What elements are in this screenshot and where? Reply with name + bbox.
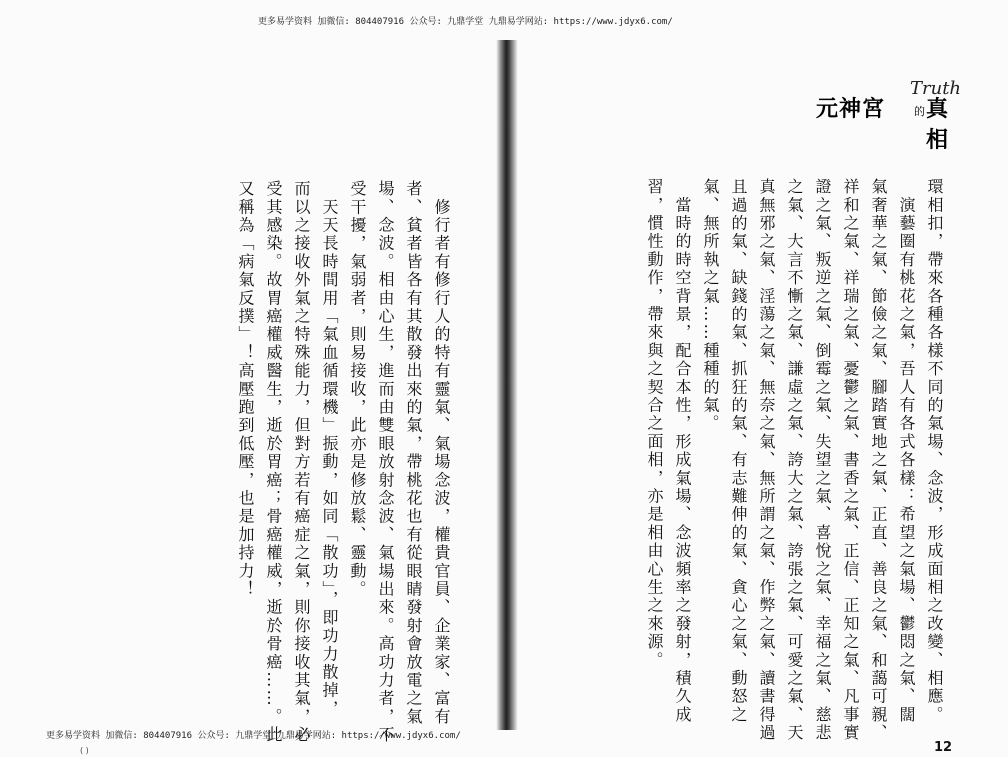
text-column: 習，慣性動作，帶來與之契合之面相，亦是相由心生之來源。 <box>645 178 664 670</box>
text-column: 修行者有修行人的特有靈氣、氣場念波，權貴官員、企業家、富有 <box>432 180 451 726</box>
text-column: 證之氣、叛逆之氣、倒霉之氣、失望之氣、喜悅之氣、幸福之氣、慈悲 <box>813 178 832 743</box>
text-column: 演藝圈有桃花之氣，吾人有各式各樣：希望之氣場、鬱悶之氣、闊 <box>897 178 916 724</box>
page-number: 12 <box>934 740 953 755</box>
header-title-part1: 元神宮 <box>816 97 886 122</box>
text-column: 祥和之氣、祥瑞之氣、憂鬱之氣、書香之氣、正信、正知之氣、凡事實 <box>841 178 860 743</box>
text-column: 環相扣，帶來各種各樣不同的氣場、念波，形成面相之改變、相應。 <box>925 178 944 724</box>
left-page-mark: ( ) <box>80 746 89 755</box>
right-page-body <box>645 178 948 743</box>
running-header <box>810 78 962 153</box>
text-column: 而以之接收外氣之特殊能力，但對方若有癌症之氣，則你接收其氣，必 <box>292 180 311 745</box>
text-column: 者、貧者皆各有其散發出來的氣，帶桃花也有從眼睛發射會放電之氣 <box>404 180 423 726</box>
text-column: 真無邪之氣、淫蕩之氣、無奈之氣、無所謂之氣、作弊之氣、讀書得過 <box>757 178 776 743</box>
text-column: 氣奢華之氣、節儉之氣、腳踏實地之氣、正直、善良之氣、和藹可親、 <box>869 178 888 743</box>
text-column: 受其感染。故胃癌權威醫生，逝於胃癌；骨癌權威，逝於骨癌……。此 <box>264 180 283 745</box>
watermark-top: 更多易学资料 加微信: 804407916 公众号: 九鼎学堂 九鼎易学网站: https://www.jdyx6.com/ <box>258 17 673 27</box>
text-column: 又稱為「病氣反撲」！高壓跑到低壓，也是加持力！ <box>236 180 255 599</box>
header-title-particle: 的 <box>914 105 925 118</box>
text-column: 氣、無所執之氣……種種的氣。 <box>701 178 720 433</box>
text-column: 場、念波。相由心生，進而由雙眼放射念波、氣場出來。高功力者，不 <box>376 180 395 745</box>
book-spine-shadow <box>496 40 518 730</box>
watermark-bottom: 更多易学资料 加微信: 804407916 公众号: 九鼎学堂 九鼎易学网站: https://www.jdyx6.com/ <box>46 731 461 741</box>
text-column: 天天長時間用「氣血循環機」振動，如同「散功」，即功力散掉， <box>320 180 339 718</box>
text-column: 且過的氣、缺錢的氣、抓狂的氣、有志難伸的氣、貪心之氣、動怒之 <box>729 178 748 724</box>
text-column: 當時的時空背景，配合本性，形成氣場、念波頻率之發射，積久成 <box>673 178 692 724</box>
text-column: 之氣、大言不慚之氣、謙虛之氣、誇大之氣、誇張之氣、可愛之氣、天 <box>785 178 804 743</box>
text-column: 受干擾，氣弱者，則易接收，此亦是修放鬆、靈動。 <box>348 180 367 599</box>
header-title-part2: 真相 <box>926 97 950 153</box>
header-script-word: Truth <box>910 78 962 99</box>
